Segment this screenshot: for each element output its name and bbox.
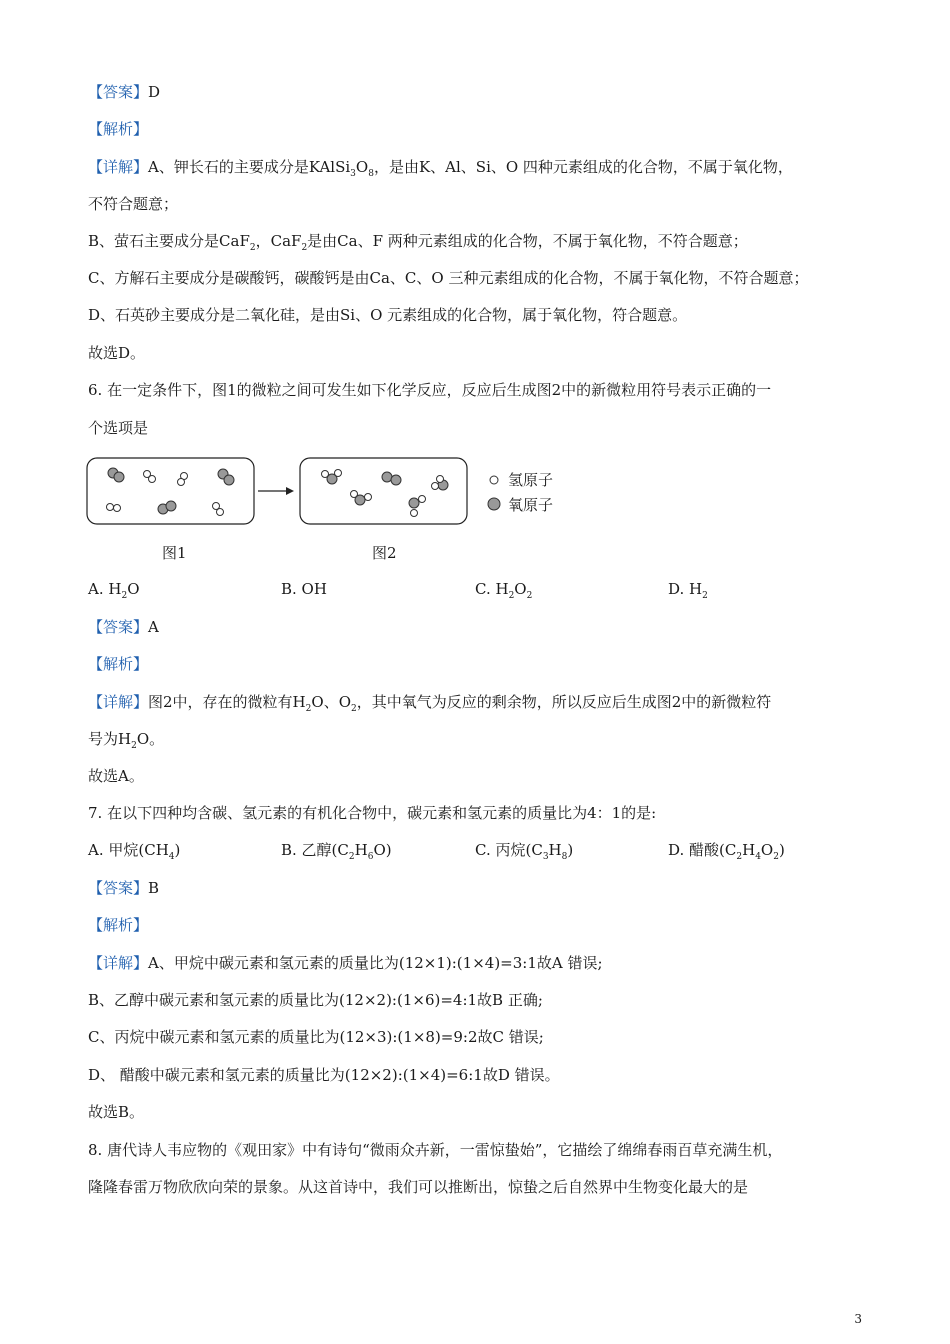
conclusion-line: 故选D。 xyxy=(88,344,146,362)
detail-line-a2: 不符合题意； xyxy=(88,195,179,213)
question-8-stem: 8. 唐代诗人韦应物的《观田家》中有诗句“微雨众卉新，一雷惊蛰始”，它描绘了绵绵春雨百草充满生机， xyxy=(88,1141,783,1159)
hydrogen-atom xyxy=(178,479,185,486)
reaction-diagram xyxy=(80,452,600,532)
conclusion-line: 故选A。 xyxy=(88,767,144,785)
conclusion-line: 故选B。 xyxy=(88,1103,145,1121)
oxygen-legend-icon xyxy=(488,498,500,510)
option-a: A. $H_2O$ xyxy=(88,580,140,601)
legend-hydrogen: 氢原子 xyxy=(508,471,554,489)
option-b: B. OH xyxy=(281,580,327,598)
answer-line: 【答案】B xyxy=(88,879,160,897)
figure-2-label: 图2 xyxy=(372,544,397,562)
detail-line-a: 【详解】A、钾长石的主要成分是$KAlSi_3O_8$，是由K、Al、Si、O 四种元素组成的化合物，不属于氧化物， xyxy=(88,158,793,179)
hydrogen-atom xyxy=(437,476,444,483)
question-6-stem: 6. 在一定条件下，图1的微粒之间可发生如下化学反应，反应后生成图2中的新微粒用符号表示正确的一 xyxy=(88,381,772,399)
hydrogen-atom xyxy=(365,494,372,501)
hydrogen-atom xyxy=(335,470,342,477)
hydrogen-atom xyxy=(322,471,329,478)
hydrogen-atom xyxy=(217,509,224,516)
oxygen-atom xyxy=(114,472,124,482)
detail-line-b: B、乙醇中碳元素和氢元素的质量比为(12×2):(1×6)=4:1故B 正确; xyxy=(88,991,543,1009)
figure-2-box xyxy=(300,458,467,524)
question-8-stem-2: 隆隆春雷万物欣欣向荣的景象。从这首诗中，我们可以推断出，惊蛰之后自然界中生物变化最大的是 xyxy=(88,1178,749,1196)
detail-line-c: C、方解石主要成分是碳酸钙，碳酸钙是由Ca、C、O 三种元素组成的化合物，不属于氧化物，不符合题意； xyxy=(88,269,809,287)
hydrogen-atom xyxy=(149,476,156,483)
option-c: C. $H_2O_2$ xyxy=(475,580,533,601)
figure-1-label: 图1 xyxy=(162,544,187,562)
hydrogen-atom xyxy=(411,510,418,517)
analysis-line: 【解析】 xyxy=(88,655,149,673)
arrow-head xyxy=(286,487,294,495)
oxygen-atom xyxy=(391,475,401,485)
question-6-stem-2: 个选项是 xyxy=(88,419,149,437)
option-c: C. 丙烷$(C_3H_8)$ xyxy=(475,841,574,862)
detail-line-b: B、萤石主要成分是CaF$_2$，CaF$_2$是由Ca、F 两种元素组成的化合物，不属于氧化物，不符合题意； xyxy=(88,232,748,253)
detail-line-d: D、石英砂主要成分是二氧化硅，是由Si、O 元素组成的化合物，属于氧化物，符合题意。 xyxy=(88,306,688,324)
hydrogen-atom xyxy=(432,483,439,490)
oxygen-atom xyxy=(382,472,392,482)
hydrogen-atom xyxy=(107,504,114,511)
analysis-tag: 【解析】 xyxy=(88,120,149,138)
answer-line xyxy=(88,82,160,102)
detail-line-c: C、丙烷中碳元素和氢元素的质量比为(12×3):(1×8)=9:2故C 错误; xyxy=(88,1028,544,1046)
hydrogen-atom xyxy=(419,496,426,503)
detail-line: 【详解】图2中，存在的微粒有$H_2O$、$O_2$，其中氧气为反应的剩余物，所以反应后生成图2中的新微粒符 xyxy=(88,693,772,714)
answer-value: D xyxy=(148,83,161,101)
analysis-line: 【解析】 xyxy=(88,916,149,934)
oxygen-atom xyxy=(224,475,234,485)
option-d: D. 醋酸$(C_2H_4O_2)$ xyxy=(668,841,785,862)
detail-line-d: D、 醋酸中碳元素和氢元素的质量比为(12×2):(1×4)=6:1故D 错误。 xyxy=(88,1066,560,1084)
oxygen-atom xyxy=(409,498,419,508)
hydrogen-atom xyxy=(114,505,121,512)
option-d: D. $H_2$ xyxy=(668,580,708,601)
page-number: 3 xyxy=(854,1312,862,1326)
question-7-stem: 7. 在以下四种均含碳、氢元素的有机化合物中，碳元素和氢元素的质量比为4：1的是: xyxy=(88,804,657,822)
option-a: A. 甲烷$(CH_4)$ xyxy=(88,841,181,862)
option-b: B. 乙醇$(C_2H_6O)$ xyxy=(281,841,392,862)
oxygen-atom xyxy=(355,495,365,505)
answer-tag: 【答案】 xyxy=(88,83,149,101)
oxygen-atom xyxy=(166,501,176,511)
legend-oxygen: 氧原子 xyxy=(508,496,554,514)
hydrogen-legend-icon xyxy=(490,476,498,484)
detail-line-a: 【详解】A、甲烷中碳元素和氢元素的质量比为(12×1):(1×4)=3:1故A 错误; xyxy=(88,954,603,972)
answer-line: 【答案】A xyxy=(88,618,159,636)
analysis-line xyxy=(88,119,148,139)
detail-line-2: 号为$H_2O$。 xyxy=(88,730,165,751)
